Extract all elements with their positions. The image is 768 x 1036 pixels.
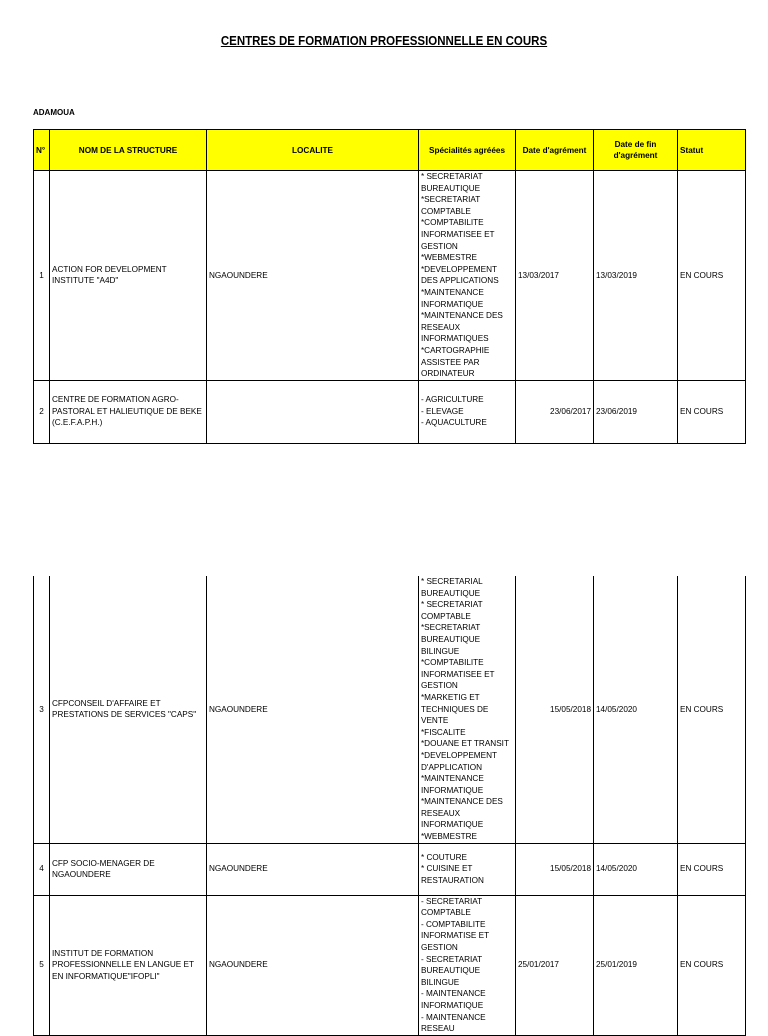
row-specialites: * SECRETARIAT BUREAUTIQUE *SECRETARIAT COMPTABLE *COMPTABILITE INFORMATISEE ET GESTION *WEBMESTRE *DEVELOPPEMENT DES APPLICATIONS *MAINTENANCE INFORMATIQUE *MAINTENANCE DES RESEAUX INFORMATIQUES *CARTOGRAPHIE ASSISTEE PAR ORDINATEUR [419, 171, 516, 381]
row-num: 5 [34, 895, 50, 1035]
table-header-row [34, 130, 746, 171]
row-statut: EN COURS [678, 380, 746, 443]
row-name: CFPCONSEIL D'AFFAIRE ET PRESTATIONS DE SERVICES "CAPS" [50, 576, 207, 843]
table-row [34, 843, 746, 895]
row-date-fin: 14/05/2020 [594, 576, 678, 843]
row-date-agrement: 23/06/2017 [516, 380, 594, 443]
row-date-agrement: 15/05/2018 [516, 576, 594, 843]
row-localite: NGAOUNDERE [207, 895, 419, 1035]
row-name: ACTION FOR DEVELOPMENT INSTITUTE "A4D" [50, 171, 207, 381]
row-num: 1 [34, 171, 50, 381]
row-statut: EN COURS [678, 171, 746, 381]
row-localite: NGAOUNDERE [207, 576, 419, 843]
row-statut: EN COURS [678, 895, 746, 1035]
row-specialites: - SECRETARIAT COMPTABLE - COMPTABILITE INFORMATISE ET GESTION - SECRETARIAT BUREAUTIQUE BILINGUE - MAINTENANCE INFORMATIQUE - MAINTENANCE RESEAU [419, 895, 516, 1035]
row-num: 4 [34, 843, 50, 895]
row-num: 3 [34, 576, 50, 843]
row-date-fin: 25/01/2019 [594, 895, 678, 1035]
header-name: NOM DE LA STRUCTURE [50, 130, 207, 171]
row-specialites: - AGRICULTURE - ELEVAGE - AQUACULTURE [419, 380, 516, 443]
centres-table-page-1 [33, 129, 746, 444]
table-row [34, 576, 746, 843]
row-statut: EN COURS [678, 843, 746, 895]
header-specialites: Spécialités agréées [419, 130, 516, 171]
row-date-agrement: 13/03/2017 [516, 171, 594, 381]
row-name: CENTRE DE FORMATION AGRO-PASTORAL ET HALIEUTIQUE DE BEKE (C.E.F.A.P.H.) [50, 380, 207, 443]
table-row [34, 171, 746, 381]
centres-table-page-2 [33, 576, 746, 1036]
row-localite: NGAOUNDERE [207, 171, 419, 381]
row-name: CFP SOCIO-MENAGER DE NGAOUNDERE [50, 843, 207, 895]
header-statut: Statut [678, 130, 746, 171]
row-date-fin: 14/05/2020 [594, 843, 678, 895]
table-row [34, 895, 746, 1035]
row-localite [207, 380, 419, 443]
header-num: N° [34, 130, 50, 171]
page-title: CENTRES DE FORMATION PROFESSIONNELLE EN COURS [220, 34, 548, 48]
row-name: INSTITUT DE FORMATION PROFESSIONNELLE EN LANGUE ET EN INFORMATIQUE"IFOPLI" [50, 895, 207, 1035]
row-date-fin: 13/03/2019 [594, 171, 678, 381]
header-date-fin: Date de fin d'agrément [594, 130, 678, 171]
row-specialites: * COUTURE * CUISINE ET RESTAURATION [419, 843, 516, 895]
header-localite: LOCALITE [207, 130, 419, 171]
row-num: 2 [34, 380, 50, 443]
row-date-agrement: 25/01/2017 [516, 895, 594, 1035]
row-statut: EN COURS [678, 576, 746, 843]
row-localite: NGAOUNDERE [207, 843, 419, 895]
header-date-agrement: Date d'agrément [516, 130, 594, 171]
row-date-agrement: 15/05/2018 [516, 843, 594, 895]
row-specialites: * SECRETARIAL BUREAUTIQUE * SECRETARIAT COMPTABLE *SECRETARIAT BUREAUTIQUE BILINGUE *COMPTABILITE INFORMATISEE ET GESTION *MARKETIG ET TECHNIQUES DE VENTE *FISCALITE *DOUANE ET TRANSIT *DEVELOPPEMENT D'APPLICATION *MAINTENANCE INFORMATIQUE *MAINTENANCE DES RESEAUX INFORMATIQUE *WEBMESTRE [419, 576, 516, 843]
region-label: ADAMOUA [33, 108, 75, 117]
table-row [34, 380, 746, 443]
row-date-fin: 23/06/2019 [594, 380, 678, 443]
